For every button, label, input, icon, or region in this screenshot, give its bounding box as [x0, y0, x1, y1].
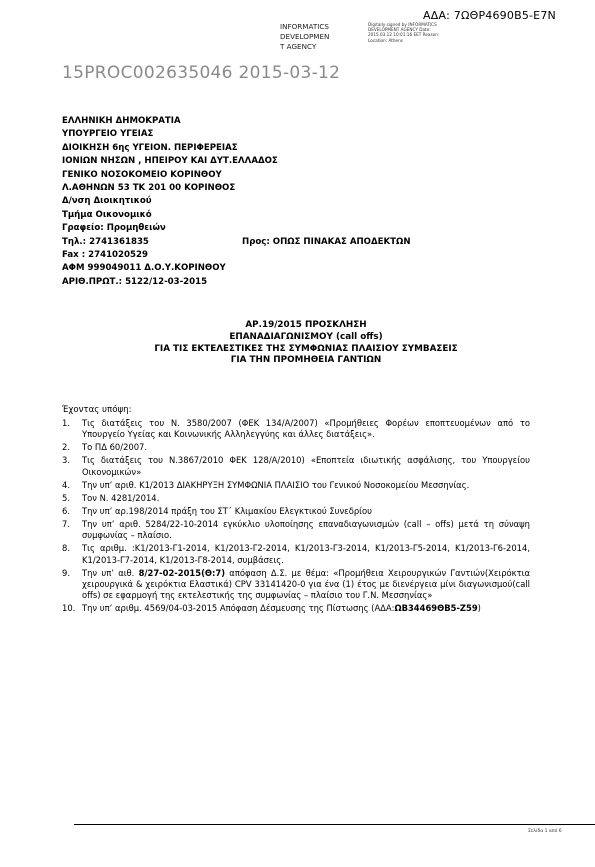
title-line: ΓΙΑ ΤΗΝ ΠΡΟΜΗΘΕΙΑ ΓΑΝΤΙΩΝ	[230, 355, 382, 366]
ada-code: ΑΔΑ: 7ΩΘΡ4690Β5-Ε7Ν	[423, 9, 556, 22]
letterhead	[62, 115, 411, 289]
item-text: Το ΠΔ 60/2007.	[82, 442, 148, 453]
letterhead-line: ΔΙΟΙΚΗΣΗ 6ης ΥΓΕΙΟΝ. ΠΕΡΙΦΕΡΕΙΑΣ	[62, 142, 238, 153]
list-item	[62, 418, 530, 441]
fax: Fax : 2741020529	[62, 250, 148, 261]
ada-reference: ΩΒ34469ΘΒ5-Ζ59	[394, 603, 478, 614]
list-item	[62, 493, 530, 504]
list-item	[62, 603, 530, 614]
item-number: 3.	[62, 455, 70, 466]
telephone: Τηλ.: 2741361835	[62, 236, 149, 247]
list-item	[62, 455, 530, 478]
letterhead-line: Δ/νση Διοικητικού	[62, 196, 152, 207]
item-text-post: )	[477, 603, 481, 614]
item-text: Τον Ν. 4281/2014.	[82, 492, 160, 503]
item-number: 8.	[62, 543, 70, 554]
item-number: 9.	[62, 567, 70, 578]
list-item	[62, 543, 530, 566]
letterhead-line: Γραφείο: Προμηθειών	[62, 223, 166, 234]
item-text: Τις αριθμ. :Κ1/2013-Γ1-2014, Κ1/2013-Γ2-2014, Κ1/2013-Γ3-2014, Κ1/2013-Γ5-2014, Κ1/2013-Γ6-2014, Κ1/2013-Γ7-2014, Κ1/2013-Γ8-2014, συμβάσεις.	[82, 543, 530, 565]
item-text-pre: Την υπ’ αιθ.	[82, 567, 139, 578]
decision-number: 8/27-02-2015(Θ:7)	[138, 567, 226, 578]
item-text-pre: Την υπ’ αριθμ. 4569/04-03-2015 Απόφαση Δέσμευσης της Πίστωσης (ΑΔΑ:	[82, 603, 395, 614]
item-text: Την υπ’ αρ.198/2014 πράξη του ΣΤ΄ Κλιμακίου Ελεγκτικού Συνεδρίου	[82, 505, 372, 516]
list-item	[62, 519, 530, 542]
digital-signature-org	[280, 22, 360, 52]
protocol-number: ΑΡΙΘ.ΠΡΩΤ.: 5122/12-03-2015	[62, 276, 208, 287]
item-number: 5.	[62, 492, 70, 503]
item-text: Την υπ’ αριθ. 5284/22-10-2014 εγκύκλιο υλοποίησης επαναδιαγωνισμών (call – offs) μετά τη σύναψη συμφωνίας – πλαίσιο.	[82, 518, 530, 541]
list-item	[62, 442, 530, 453]
title-line: ΓΙΑ ΤΙΣ ΕΚΤΕΛΕΣΤΙΚΕΣ ΤΗΣ ΣΥΜΦΩΝΙΑΣ ΠΛΑΙΣΙΟΥ ΣΥΜΒΑΣΕΙΣ	[154, 343, 458, 354]
item-number: 4.	[62, 479, 70, 490]
tel-recipient-row	[62, 236, 411, 249]
item-number: 6.	[62, 505, 70, 516]
title-line: ΑΡ.19/2015 ΠΡΟΣΚΛΗΣΗ	[245, 320, 367, 330]
considerations-list	[62, 418, 530, 616]
letterhead-line: ΙΟΝΙΩΝ ΝΗΣΩΝ , ΗΠΕΙΡΟΥ ΚΑΙ ΔΥΤ.ΕΛΛΑΔΟΣ	[62, 156, 278, 167]
recipient: Προς: ΟΠΩΣ ΠΙΝΑΚΑΣ ΑΠΟΔΕΚΤΩΝ	[242, 236, 411, 247]
letterhead-line: Τμήμα Οικονομικό	[62, 209, 152, 220]
digital-signature-details: Digitally signed by INFORMATICS DEVELOPMENT AGENCY Date: 2015.03.12 10:01:16 EET Reason: Location: Athens	[368, 22, 440, 43]
item-text: Τις διατάξεις του Ν.3867/2010 ΦΕΚ 128/Α/2010) «Εποπτεία ιδιωτικής ασφάλισης, του Υπουργείου Οικονομικών»	[82, 455, 530, 477]
title-line: ΕΠΑΝΑΔΙΑΓΩΝΙΣΜΟΥ (call offs)	[229, 331, 383, 342]
letterhead-line: ΕΛΛΗΝΙΚΗ ΔΗΜΟΚΡΑΤΙΑ	[62, 116, 181, 126]
item-text-post: απόφαση Δ.Σ. με θέμα: «Προμήθεια Χειρουργικών Γαντιών(Χειρόκτια χειρουργικά & χειρόκτια Ελαστικά) CPV 33141420-0 για ένα (1) έτος με διενέργεια μίνι διαγωνισμού(call offs) σε εφαρμογή της εκτελεστικής της συμφωνίας – πλαίσιο του Γ.Ν. Μεσσηνίας»	[82, 567, 530, 601]
document-title	[62, 320, 550, 367]
letterhead-line: ΥΠΟΥΡΓΕΙΟ ΥΓΕΙΑΣ	[62, 129, 154, 140]
signature-org-line: T AGENCY	[280, 42, 317, 51]
list-item	[62, 480, 530, 491]
list-item	[62, 568, 530, 602]
item-text: Τις διατάξεις του Ν. 3580/2007 (ΦΕΚ 134/Α/2007) «Προμήθειες Φορέων εποπτευομένων από το Υπουργείο Υγείας και Κοινωνικής Αλληλεγγύης και άλλες διατάξεις».	[82, 418, 530, 440]
item-number: 2.	[62, 442, 70, 453]
page-number: Σελίδα 1 από 6	[528, 829, 562, 834]
item-text: Την υπ’ αριθ. Κ1/2013 ΔΙΑΚΗΡΥΞΗ ΣΥΜΦΩΝΙΑ ΠΛΑΙΣΙΟ του Γενικού Νοσοκομείου Μεσσηνίας.	[82, 479, 470, 490]
list-item	[62, 506, 530, 517]
afm: ΑΦΜ 999049011 Δ.Ο.Υ.ΚΟΡΙΝΘΟΥ	[62, 263, 226, 274]
intro-text: Έχοντας υπόψη:	[62, 405, 132, 415]
signature-org-line: INFORMATICS	[280, 22, 329, 31]
letterhead-line: Λ.ΑΘΗΝΩΝ 53 ΤΚ 201 00 ΚΟΡΙΝΘΟΣ	[62, 183, 236, 194]
item-number: 10.	[62, 603, 76, 614]
signature-org-line: DEVELOPMEN	[280, 32, 330, 41]
item-number: 7.	[62, 518, 70, 529]
footer-divider	[74, 824, 595, 825]
item-number: 1.	[62, 418, 70, 428]
protocol-watermark: 15PROC002635046 2015-03-12	[62, 63, 341, 83]
letterhead-line: ΓΕΝΙΚΟ ΝΟΣΟΚΟΜΕΙΟ ΚΟΡΙΝΘΟΥ	[62, 169, 222, 180]
